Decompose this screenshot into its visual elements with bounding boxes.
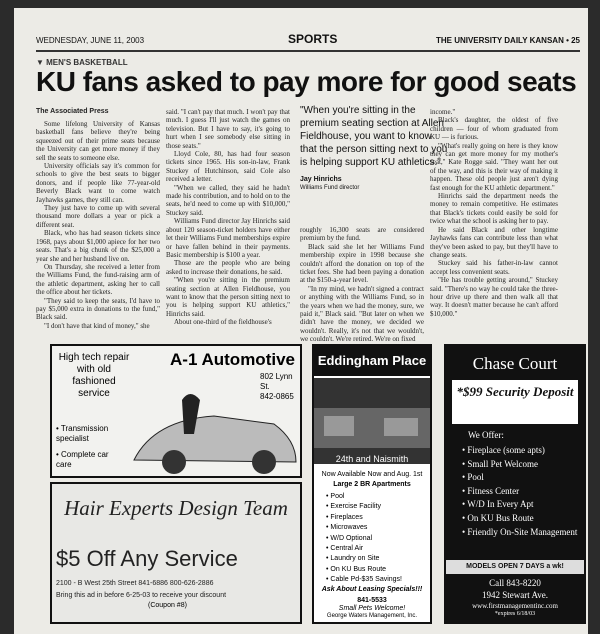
paragraph: said. "I can't pay that much. I won't pay that much. I guess I'll just watch the games on television. But I have to say, it's going to hurt when I see somebody else sitting in those seats." [166, 108, 290, 150]
paragraph: Black said she let her Williams Fund membership expire in 1998 because she couldn't afford the donation on top of the ticket fees. She had been paying a donation at the $150-a-year level. [300, 242, 424, 285]
a1-automotive-ad [50, 344, 302, 478]
paragraph: Williams Fund director Jay Hinrichs said about 120 season-ticket holders have either let their Williams Fund memberships expire or have fallen behind in their payments. Basic membership is $100 a year. [166, 217, 290, 259]
publication-name: THE UNIVERSITY DAILY KANSAN • 25 [435, 36, 580, 45]
byline: The Associated Press [36, 108, 109, 115]
pets-note: Small Pets Welcome! [338, 605, 406, 612]
ad-item: • Complete car care [56, 450, 109, 469]
list-item: • Exercise Facility [326, 502, 402, 512]
ad-address: 2100 - B West 25th Street 841-6886 800-626-2886 [56, 580, 214, 587]
paragraph: "I don't have that kind of money," she [44, 321, 150, 330]
coupon-number: (Coupon #8) [148, 602, 187, 609]
paragraph: "What's really going on here is they know they can get more money for my mother's seat," Kate Rogge said. "They want her out of the way, and this is their way of making it happen. These old people just aren't dying fast enough for the KU athletic department." [430, 141, 558, 192]
list-item: • Pool [462, 471, 577, 485]
paragraph: Hinrichs said the department needs the money to remain competitive. He estimates that Black's tickets could easily be sold for twice what the school is asking her to pay. [430, 192, 558, 226]
building-photo [314, 378, 430, 464]
ad-website: www.firstmanagementinc.com [472, 602, 558, 610]
page-header [36, 32, 580, 52]
apartment-type: Large 2 BR Apartments [333, 481, 411, 488]
availability: Now Available Now and Aug. 1st [321, 471, 423, 478]
list-item: • On KU Bus Route [326, 565, 402, 575]
paragraph: "He has trouble getting around," Stuckey said. "There's no way he could take the three-hour drive up there and then walk all that way. It doesn't matter because he can't afford $10,000." [430, 276, 558, 318]
management: George Waters Management, Inc. [326, 613, 418, 619]
article-column-2 [166, 108, 290, 327]
hair-experts-ad [50, 482, 302, 624]
article-column-3 [300, 226, 424, 344]
paragraph: Lloyd Cole, 80, has had four season tickets since 1965. His son-in-law, Frank Stuckey of Hutchinson, said Cole also received a letter. [166, 150, 290, 184]
list-item: • Laundry on Site [326, 554, 402, 564]
paragraph: Black's daughter, the oldest of five children — four of whom graduated from KU — is furious. [430, 116, 558, 142]
list-item: • Small Pet Welcome [462, 458, 577, 472]
ad-phone: Call 843-8220 [489, 578, 541, 588]
paragraph: Those are the people who are being asked to increase their donations, he said. [166, 259, 290, 276]
issue-date: WEDNESDAY, JUNE 11, 2003 [36, 36, 145, 45]
pull-quote-text: "When you're sitting in the premium seating section at Allen Fieldhouse, you want to know that the person sitting next to you is helping support KU athletics." [300, 105, 448, 168]
paragraph: roughly 16,300 seats are considered premium by the fund. [300, 226, 424, 243]
list-item: • On KU Bus Route [462, 512, 577, 526]
list-item: • W/D In Every Apt [462, 498, 577, 512]
list-item: • Microwaves [326, 523, 402, 533]
eddingham-place-ad [312, 344, 432, 624]
list-item: • Central Air [326, 544, 402, 554]
ad-lead: High tech repair with old fashioned service [58, 352, 130, 399]
pull-quote [300, 104, 448, 192]
paragraph: They just have to come up with several thousand more dollars a year or pick a different seat. [36, 204, 160, 229]
leasing-specials: Ask About Leasing Specials!!! [321, 586, 423, 593]
car-illustration [124, 380, 300, 476]
section-name: SPORTS [288, 32, 338, 46]
paragraph: income." [430, 108, 456, 116]
pull-quote-name: Jay Hinrichs [300, 176, 342, 183]
kicker: ▼ MEN'S BASKETBALL [36, 58, 128, 67]
list-item: • Fireplaces [326, 513, 402, 523]
paragraph: "When we called, they said he hadn't made his contribution, and to hold on to the seats, he'd need to come up with $10,000," Stuckey said. [166, 183, 290, 217]
ad-address: 1942 Stewart Ave. [481, 590, 549, 600]
paragraph: University officials say it's common for schools to give the best seats to bigger donors, and if people like 77-year-old Beverly Black want to come watch Jayhawks games, they still can. [36, 162, 160, 204]
ad-address: 802 Lynn St. 842-0865 [260, 372, 294, 401]
paragraph: On Thursday, she received a letter from the Williams Fund, the fund-raising arm of the athletic department, asking her to call the office about her tickets. [36, 262, 160, 297]
chase-court-ad [444, 344, 586, 624]
paragraph: Some lifelong University of Kansas basketball fans believe they're being squeezed out of their prime seats because the University can get more money if they sell the seats to someone else. [36, 120, 160, 162]
paragraph: Stuckey said his father-in-law cannot accept less convenient seats. [430, 259, 558, 276]
list-item: • W/D Optional [326, 534, 402, 544]
paragraph: Black, who has had season tickets since 1968, pays about $1,000 apiece for her two seats. That's a big chunk of the $25,000 a year she and her husband live on. [36, 229, 160, 263]
expiry-note: *expires 6/18/03 [494, 611, 536, 617]
ad-phone: 841-5533 [357, 597, 387, 604]
list-item: • Fireplace (some apts) [462, 444, 577, 458]
amenities-list [462, 444, 577, 539]
paragraph: "In my mind, we hadn't signed a contract or anything with the Williams Fund, so in the years when we had the money, sure, we paid it," Black said. "But later on when we didn't have the money, we decided we wouldn't. Really, it's not that we wouldn't, we couldn't. We're retired. We're on fixed [300, 284, 424, 344]
ad-title: Chase Court [472, 354, 558, 373]
pull-quote-role: Williams Fund director [300, 185, 360, 191]
amenities-list [326, 492, 402, 586]
ad-item: • Transmission specialist [56, 424, 109, 443]
article-column-4 [430, 108, 558, 318]
ad-title: A-1 Automotive [170, 350, 295, 369]
we-offer-label: We Offer: [468, 430, 504, 440]
list-item: • Friendly On-Site Management [462, 526, 577, 540]
list-item: • Pool [326, 492, 402, 502]
newspaper-page [14, 8, 588, 634]
ad-location: 24th and Naismith [335, 454, 409, 464]
ads-area [50, 334, 588, 630]
paragraph: "When you're sitting in the premium seating section at Allen Fieldhouse, you want to know that the person sitting next to you is helping support KU athletics," Hinrichs said. [166, 276, 290, 318]
article-column-1 [36, 120, 160, 330]
paragraph: About one-third of the fieldhouse's [174, 318, 272, 327]
models-open-banner: MODELS OPEN 7 DAYS a wk! [446, 560, 584, 574]
paragraph: He said Black and other longtime Jayhawks fans can contribute less than what they've been asked to pay, but they'll have to change seats. [430, 225, 558, 259]
security-deposit: *$99 Security Deposit [452, 380, 578, 424]
ad-fine-print: Bring this ad in before 6-25-03 to receive your discount [56, 592, 227, 599]
ad-offer: $5 Off Any Service [56, 546, 238, 571]
ad-title: Hair Experts Design Team [64, 496, 288, 520]
headline: KU fans asked to pay more for good seats [36, 66, 577, 97]
list-item: • Fitness Center [462, 485, 577, 499]
ad-title: Eddingham Place [314, 346, 430, 376]
paragraph: "They said to keep the seats, I'd have to pay $5,000 extra in donations to the fund," Black said. [36, 296, 160, 322]
list-item: • Cable Pd-$35 Savings! [326, 575, 402, 585]
